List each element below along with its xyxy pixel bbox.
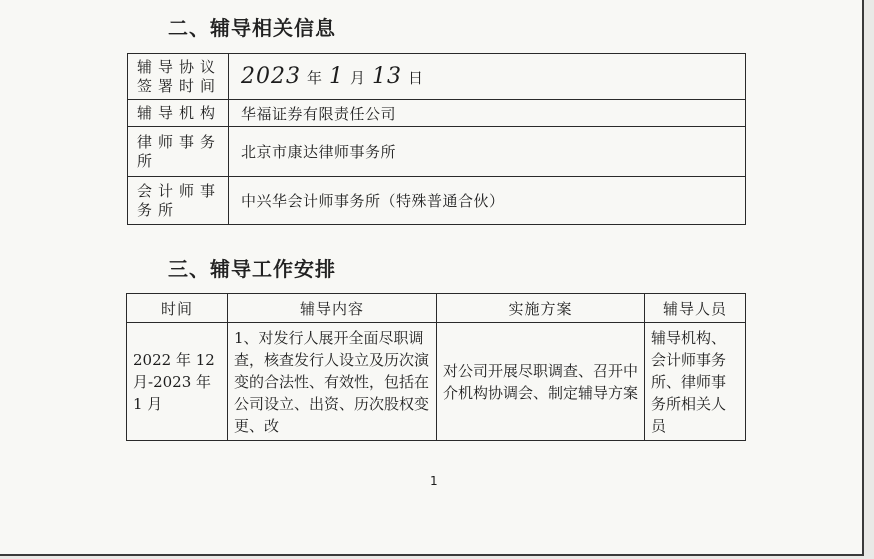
table-header-row — [127, 294, 746, 323]
date-day: 13 — [372, 64, 403, 89]
row1-time: 2022 年 12 月-2023 年 1 月 — [127, 323, 228, 441]
table-row — [127, 323, 746, 441]
law-firm-value: 北京市康达律师事务所 — [229, 127, 746, 177]
table-row — [128, 177, 746, 225]
agency-value: 华福证券有限责任公司 — [229, 100, 746, 127]
col-staff-header: 辅导人员 — [645, 294, 746, 323]
work-arrangement-table — [126, 293, 746, 441]
sign-time-label — [128, 54, 229, 100]
table-row — [128, 54, 746, 100]
sign-time-label-text: 辅导协议签署时间 — [137, 57, 222, 95]
guidance-info-table — [127, 53, 746, 225]
row1-content: 1、对发行人展开全面尽职调查，核查发行人设立及历次演变的合法性、有效性，包括在公司设立、出资、历次股权变更、改 — [228, 323, 437, 441]
col-time-header: 时间 — [127, 294, 228, 323]
row1-plan: 对公司开展尽职调查、召开中介机构协调会、制定辅导方案 — [437, 323, 645, 441]
date-day-unit: 日 — [408, 69, 425, 87]
page-number: 1 — [430, 474, 438, 488]
date-month: 1 — [329, 64, 345, 89]
col-content-header: 辅导内容 — [228, 294, 437, 323]
section-2-heading: 二、辅导相关信息 — [168, 16, 336, 40]
date-year-unit: 年 — [307, 69, 324, 87]
table-row — [128, 127, 746, 177]
col-plan-header: 实施方案 — [437, 294, 645, 323]
accounting-firm-value: 中兴华会计师事务所（特殊普通合伙） — [229, 177, 746, 225]
accounting-firm-label: 会计师事务所 — [128, 177, 229, 225]
law-firm-label: 律师事务所 — [128, 127, 229, 177]
date-year: 2023 — [241, 64, 301, 89]
table-row — [128, 100, 746, 127]
section-3-heading: 三、辅导工作安排 — [168, 257, 336, 281]
sign-time-value — [229, 54, 746, 100]
handwritten-date — [241, 64, 430, 89]
agency-label: 辅导机构 — [128, 100, 229, 127]
date-month-unit: 月 — [350, 69, 367, 87]
row1-staff: 辅导机构、会计师事务所、律师事务所相关人员 — [645, 323, 746, 441]
